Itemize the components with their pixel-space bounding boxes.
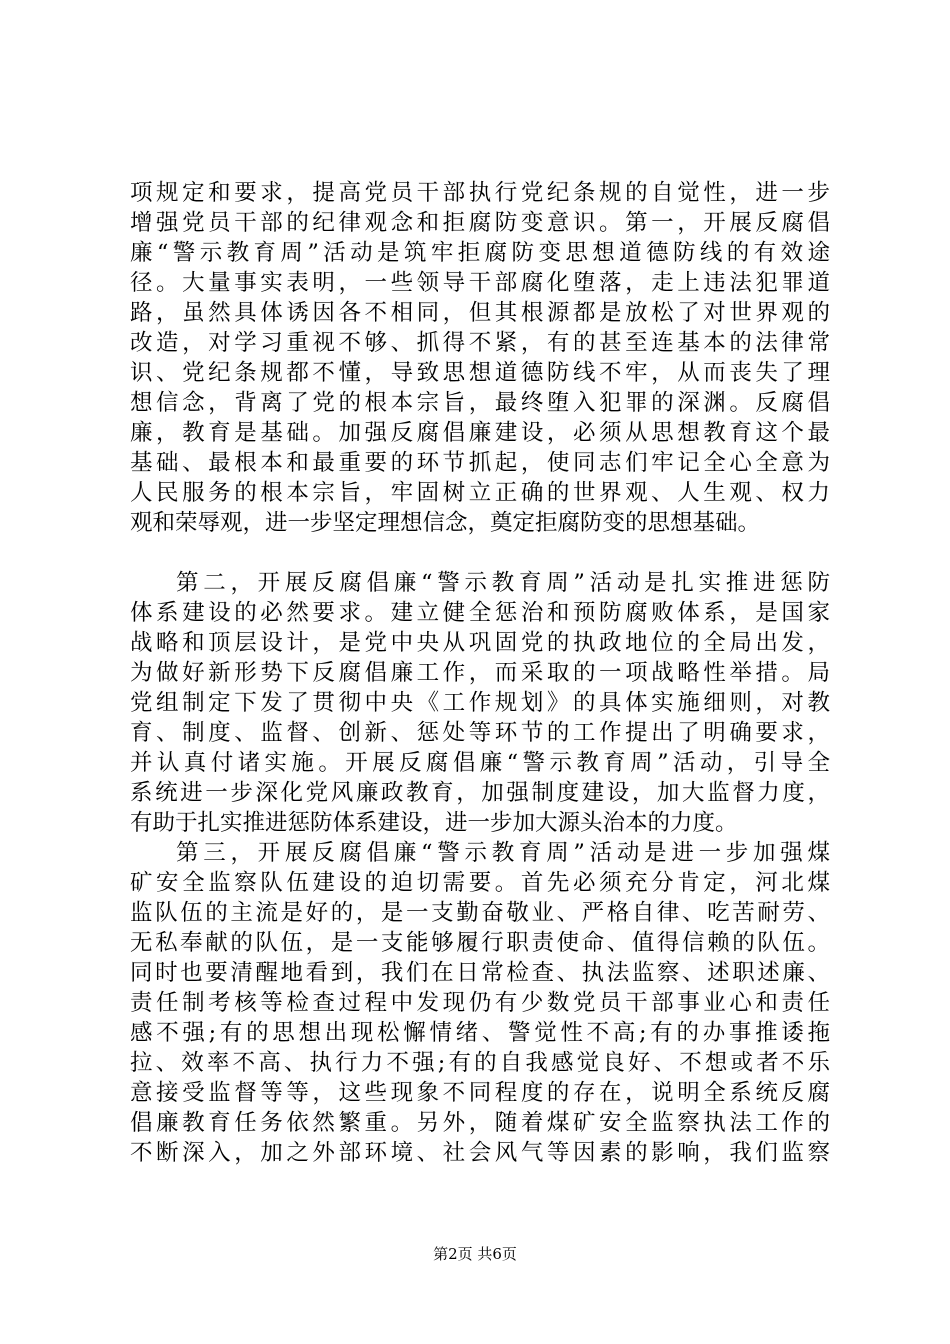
text-line: 责任制考核等检查过程中发现仍有少数党员干部事业心和责任	[130, 990, 830, 1016]
text-line: 系统进一步深化党风廉政教育，加强制度建设，加大监督力度，	[130, 780, 830, 806]
text-line: 第三，开展反腐倡廉“警示教育周”活动是进一步加强煤	[176, 840, 830, 866]
text-line: 识、党纪条规都不懂，导致思想道德防线不牢，从而丧失了理	[130, 360, 830, 386]
text-line: 想信念，背离了党的根本宗旨，最终堕入犯罪的深渊。反腐倡	[130, 390, 830, 416]
text-line: 育、制度、监督、创新、惩处等环节的工作提出了明确要求，	[130, 720, 830, 746]
text-line: 监队伍的主流是好的，是一支勤奋敬业、严格自律、吃苦耐劳、	[130, 900, 830, 926]
text-line: 廉“警示教育周”活动是筑牢拒腐防变思想道德防线的有效途	[130, 240, 830, 266]
text-line: 倡廉教育任务依然繁重。另外，随着煤矿安全监察执法工作的	[130, 1110, 830, 1136]
page-footer: 第2页 共6页	[433, 1245, 517, 1263]
text-line: 拉、效率不高、执行力不强;有的自我感觉良好、不想或者不乐	[130, 1050, 830, 1076]
text-line: 意接受监督等等，这些现象不同程度的存在，说明全系统反腐	[130, 1080, 830, 1106]
text-line: 观和荣辱观，进一步坚定理想信念，奠定拒腐防变的思想基础。	[130, 510, 761, 536]
text-line: 径。大量事实表明，一些领导干部腐化堕落，走上违法犯罪道	[130, 270, 830, 296]
text-line: 无私奉献的队伍，是一支能够履行职责使命、值得信赖的队伍。	[130, 930, 830, 956]
text-line: 廉，教育是基础。加强反腐倡廉建设，必须从思想教育这个最	[130, 420, 830, 446]
text-line: 第二，开展反腐倡廉“警示教育周”活动是扎实推进惩防	[176, 570, 830, 596]
text-line: 战略和顶层设计，是党中央从巩固党的执政地位的全局出发，	[130, 630, 830, 656]
text-line: 项规定和要求，提高党员干部执行党纪条规的自觉性，进一步	[130, 180, 830, 206]
text-line: 增强党员干部的纪律观念和拒腐防变意识。第一，开展反腐倡	[130, 210, 830, 236]
text-line: 同时也要清醒地看到，我们在日常检查、执法监察、述职述廉、	[130, 960, 830, 986]
text-line: 感不强;有的思想出现松懈情绪、警觉性不高;有的办事推诿拖	[130, 1020, 830, 1046]
text-line: 并认真付诸实施。开展反腐倡廉“警示教育周”活动，引导全	[130, 750, 830, 776]
text-line: 体系建设的必然要求。建立健全惩治和预防腐败体系，是国家	[130, 600, 830, 626]
text-line: 人民服务的根本宗旨，牢固树立正确的世界观、人生观、权力	[130, 480, 830, 506]
text-line: 改造，对学习重视不够、抓得不紧，有的甚至连基本的法律常	[130, 330, 830, 356]
text-line: 有助于扎实推进惩防体系建设，进一步加大源头治本的力度。	[130, 810, 738, 836]
text-line: 党组制定下发了贯彻中央《工作规划》的具体实施细则，对教	[130, 690, 830, 716]
text-line: 不断深入，加之外部环境、社会风气等因素的影响，我们监察	[130, 1140, 830, 1166]
text-line: 路，虽然具体诱因各不相同，但其根源都是放松了对世界观的	[130, 300, 830, 326]
text-line: 矿安全监察队伍建设的迫切需要。首先必须充分肯定，河北煤	[130, 870, 830, 896]
text-line: 为做好新形势下反腐倡廉工作，而采取的一项战略性举措。局	[130, 660, 830, 686]
text-line: 基础、最根本和最重要的环节抓起，使同志们牢记全心全意为	[130, 450, 830, 476]
